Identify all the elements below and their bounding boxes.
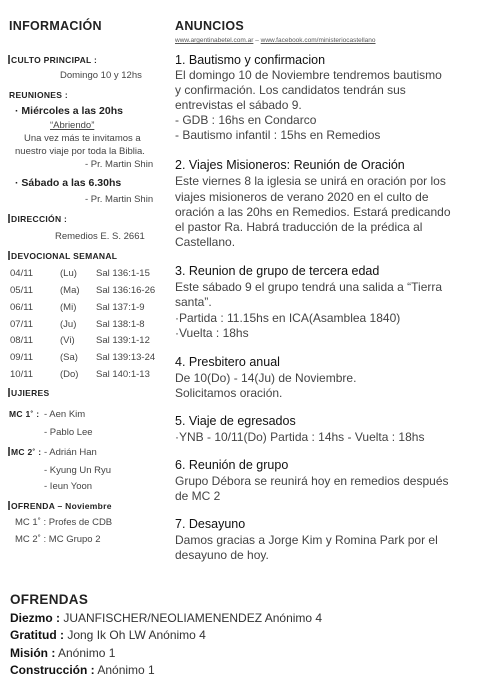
mc2-name: - Kyung Un Ryu (44, 465, 112, 476)
links-row (175, 37, 376, 44)
devocional-date: 09/11 (10, 352, 34, 363)
devocional-day: (Vi) (60, 335, 75, 346)
announcement-line: santa”. (175, 295, 212, 309)
ofrendas-row-label: Gratitud : (10, 628, 64, 642)
ofrendas-row-label: Diezmo : (10, 611, 61, 625)
direccion-value: Remedios E. S. 2661 (55, 231, 145, 242)
section-marker (8, 55, 10, 64)
mc1-name: - Aen Kim (44, 409, 86, 420)
announcement-line: ·Vuelta : 18hs (175, 326, 249, 340)
devocional-day: (Ju) (60, 319, 77, 330)
mc2-label: MC 2˚ : (11, 447, 42, 457)
ofrendas-row (10, 611, 322, 625)
announcement-line: Damos gracias a Jorge Kim y Romina Park por el (175, 533, 438, 547)
announcement-line: ·Partida : 11.15hs en ICA(Asamblea 1840) (175, 311, 401, 325)
ofrenda-mc2: MC 2˚ : MC Grupo 2 (15, 534, 101, 545)
link-separator: – (253, 37, 261, 44)
culto-label: CULTO PRINCIPAL : (11, 55, 98, 65)
abriendo-text: “Abriendo” (50, 120, 95, 131)
info-title: INFORMACIÓN (9, 19, 102, 33)
ofrendas-row-value: Jong Ik Oh LW Anónimo 4 (64, 628, 206, 642)
ofrendas-row-label: Misión : (10, 646, 56, 660)
announcement-line: De 10(Do) - 14(Ju) de Noviembre. (175, 371, 357, 385)
ofrendas-title: OFRENDAS (10, 592, 89, 607)
reuniones-label: REUNIONES : (9, 90, 69, 100)
section-marker (8, 251, 10, 260)
ujieres-label: UJIERES (11, 388, 50, 398)
devocional-day: (Mi) (60, 302, 77, 313)
devocional-ref: Sal 137:1-9 (96, 302, 145, 313)
mc2-name: - Ieun Yoon (44, 481, 93, 492)
devocional-date: 10/11 (10, 369, 34, 380)
announcement-title: 5. Viaje de egresados (175, 414, 296, 428)
announcement-title: 2. Viajes Misioneros: Reunión de Oración (175, 158, 405, 172)
pastor-2: - Pr. Martin Shin (85, 194, 154, 205)
ofrendas-row (10, 628, 206, 642)
devocional-ref: Sal 140:1-13 (96, 369, 150, 380)
announcement-line: desayuno de hoy. (175, 548, 269, 562)
website-link[interactable]: www.argentinabetel.com.ar (175, 37, 254, 44)
sabado-text: · Sábado a las 6.30hs (15, 177, 122, 189)
devocional-date: 06/11 (10, 302, 34, 313)
announcement-line: Grupo Débora se reunirá hoy en remedios después (175, 474, 449, 488)
announcement-line: - GDB : 16hs en Condarco (175, 113, 317, 127)
ofrendas-row-value: Anónimo 1 (94, 663, 155, 677)
devocional-ref: Sal 136:16-26 (96, 285, 156, 296)
devocional-day: (Sa) (60, 352, 78, 363)
devocional-day: (Do) (60, 369, 79, 380)
ofrendas-row-value: Anónimo 1 (55, 646, 116, 660)
devocional-date: 04/11 (10, 268, 34, 279)
announcement-title: 7. Desayuno (175, 517, 246, 531)
devocional-label: DEVOCIONAL SEMANAL (11, 251, 118, 261)
announcement-title: 4. Presbitero anual (175, 355, 280, 369)
facebook-link[interactable]: www.facebook.com/ministeriocastellano (260, 37, 376, 44)
devocional-day: (Ma) (60, 285, 80, 296)
section-marker (8, 501, 10, 510)
devocional-ref: Sal 136:1-15 (96, 268, 150, 279)
announcement-line: Solicitamos oración. (175, 386, 283, 400)
miercoles-text: · Miércoles a las 20hs (15, 105, 123, 117)
devocional-date: 08/11 (10, 335, 34, 346)
section-marker (8, 447, 10, 456)
culto-value: Domingo 10 y 12hs (60, 70, 142, 81)
announcement-line: el pastor Ra. Habrá traducción de la prédica al (175, 220, 423, 234)
announcement-line: Castellano. (175, 235, 236, 249)
announcement-line: El domingo 10 de Noviembre tendremos bautismo (175, 68, 442, 82)
announcement-line: de MC 2 (175, 489, 221, 503)
devocional-ref: Sal 139:1-12 (96, 335, 150, 346)
mc1-name: - Pablo Lee (44, 427, 93, 438)
announcement-line: Este viernes 8 la iglesia se unirá en oración por los (175, 174, 446, 188)
pastor-1: - Pr. Martin Shin (85, 159, 154, 170)
announcement-title: 3. Reunion de grupo de tercera edad (175, 264, 380, 278)
ofrendas-row-label: Construcción : (10, 663, 95, 677)
direccion-label: DIRECCIÓN : (11, 214, 68, 224)
announcement-line: oración a las 20hs en Remedios. Estará predicando (175, 205, 451, 219)
announcement-line: ·YNB - 10/11(Do) Partida : 14hs - Vuelta : 18hs (175, 430, 425, 444)
ofrendas-row (10, 646, 115, 660)
ofrendas-row (10, 663, 155, 677)
ofrenda-label: OFRENDA – Noviembre (11, 501, 112, 511)
announcement-line: - Bautismo infantil : 15hs en Remedios (175, 128, 381, 142)
invite-line-2: nuestro viaje por toda la Biblia. (15, 146, 145, 157)
announcement-title: 1. Bautismo y confirmacion (175, 53, 326, 67)
devocional-day: (Lu) (60, 268, 77, 279)
announcement-line: entrevistas el sábado 9. (175, 98, 302, 112)
devocional-ref: Sal 139:13-24 (96, 352, 156, 363)
devocional-ref: Sal 138:1-8 (96, 319, 145, 330)
announcement-title: 6. Reunión de grupo (175, 458, 289, 472)
announcement-line: viajes misioneros de verano 2020 en el culto de (175, 190, 429, 204)
announcement-line: Este sábado 9 el grupo tendrá una salida a “Tierra (175, 280, 443, 294)
mc1-label: MC 1˚ : (9, 409, 40, 419)
devocional-date: 07/11 (10, 319, 34, 330)
devocional-date: 05/11 (10, 285, 34, 296)
ofrenda-mc1: MC 1˚ : Profes de CDB (15, 517, 113, 528)
announcement-line: y confirmación. Los candidatos tendrán sus (175, 83, 406, 97)
section-marker (8, 214, 10, 223)
anuncios-title: ANUNCIOS (175, 19, 245, 33)
invite-line-1: Una vez más te invitamos a (24, 133, 141, 144)
ofrendas-row-value: JUANFISCHER/NEOLIAMENENDEZ Anónimo 4 (60, 611, 323, 625)
mc2-name: - Adrián Han (44, 447, 97, 458)
section-marker (8, 388, 10, 397)
